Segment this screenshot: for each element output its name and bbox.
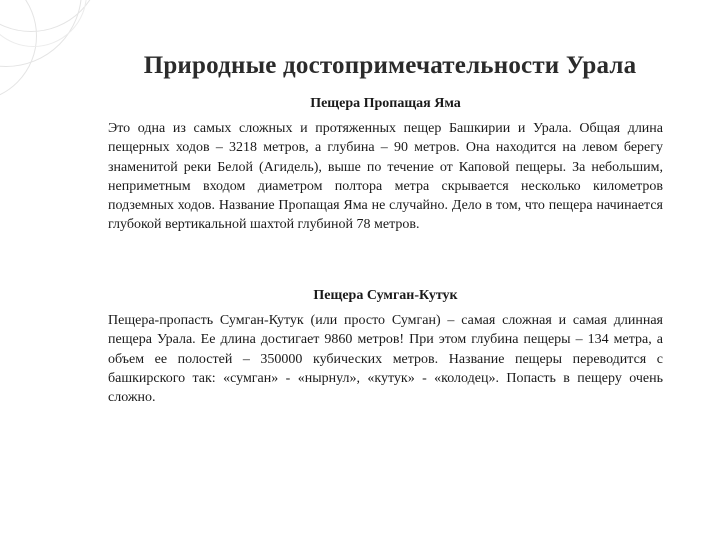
section-heading-propaschaya-yama: Пещера Пропащая Яма (310, 96, 461, 111)
decorative-circle (0, 0, 87, 47)
section-text-propaschaya-yama: Это одна из самых сложных и протяженных пещер Башкирии и Урала. Общая длина пещерных ходов – 3218 метров, а глубина – 90 метров. Она находится на левом берегу знаменитой реки Белой (Агидель), выше по течение от Каповой пещеры. За небольшим, неприметным входом диаметром полтора метра скрывается несколько километров подземных ходов. Название Пропащая Яма не случайно. Дело в том, что пещера начинается глубокой вертикальной шахтой глубиной 78 метров. (108, 121, 663, 233)
slide-title: Природные достопримечательности Урала (143, 52, 637, 79)
section-text-sumgan-kutuk: Пещера-пропасть Сумган-Кутук (или просто Сумган) – самая сложная и самая длинная пещера Урала. Ее длина достигает 9860 метров! При этом глубина пещеры – 134 метра, а объем ее полостей – 350000 кубических метров. Название пещеры переводится с башкирского так: «сумган» - «нырнул», «кутук» - «колодец». Попасть в пещеру очень сложно. (108, 313, 663, 406)
section-heading-sumgan-kutuk: Пещера Сумган-Кутук (313, 288, 458, 303)
